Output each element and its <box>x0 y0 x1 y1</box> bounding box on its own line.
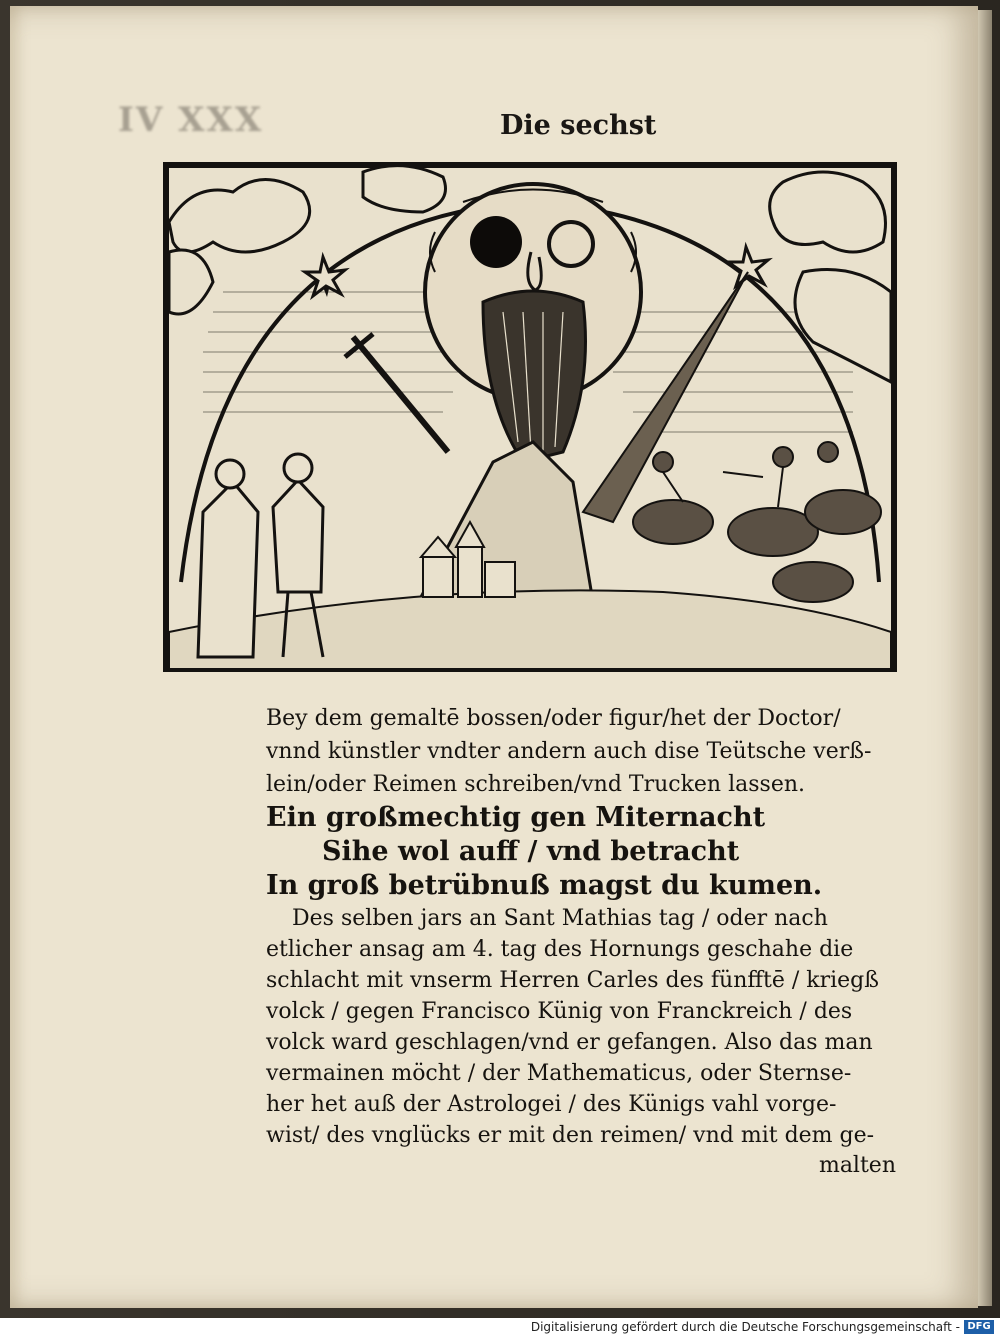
verse-line: Sihe wol auff / vnd betracht <box>322 836 740 867</box>
intro-line: vnnd künstler vndter andern auch dise Teütsche verß- <box>266 739 872 764</box>
woodcut-illustration <box>163 162 897 672</box>
page-edge <box>978 10 992 1306</box>
running-head: Die sechst <box>500 110 657 141</box>
dfg-logo: DFG <box>964 1320 994 1334</box>
text-block <box>266 702 916 1181</box>
body-line: volck / gegen Francisco Künig von Franckreich / des <box>266 999 853 1024</box>
body-line: volck ward geschlagen/vnd er gefangen. Also das man <box>266 1030 873 1055</box>
catchword: malten <box>818 1153 896 1178</box>
folio-number: IV XXX <box>118 100 264 140</box>
body-line: wist/ des vnglücks er mit den reimen/ vnd mit dem ge- <box>266 1123 875 1148</box>
body-line: vermainen möcht / der Mathematicus, oder Sternse- <box>266 1061 852 1086</box>
body-line: schlacht mit vnserm Herren Carles des fünfftē / kriegß <box>266 968 879 993</box>
woodcut-drawing <box>163 162 897 672</box>
verse-line: In groß betrübnuß magst du kumen. <box>266 870 823 901</box>
footer-credit: Digitalisierung gefördert durch die Deutsche Forschungsgemeinschaft - <box>530 1320 960 1334</box>
body-line: Des selben jars an Sant Mathias tag / oder nach <box>292 906 828 931</box>
intro-line: lein/oder Reimen schreiben/vnd Trucken lassen. <box>266 772 806 797</box>
body-line: her het auß der Astrologei / des Künigs vahl vorge- <box>266 1092 837 1117</box>
verse-line: Ein großmechtig gen Miternacht <box>266 802 766 833</box>
intro-line: Bey dem gemaltē bossen/oder figur/het der Doctor/ <box>266 706 841 731</box>
body-line: etlicher ansag am 4. tag des Hornungs geschahe die <box>266 937 854 962</box>
